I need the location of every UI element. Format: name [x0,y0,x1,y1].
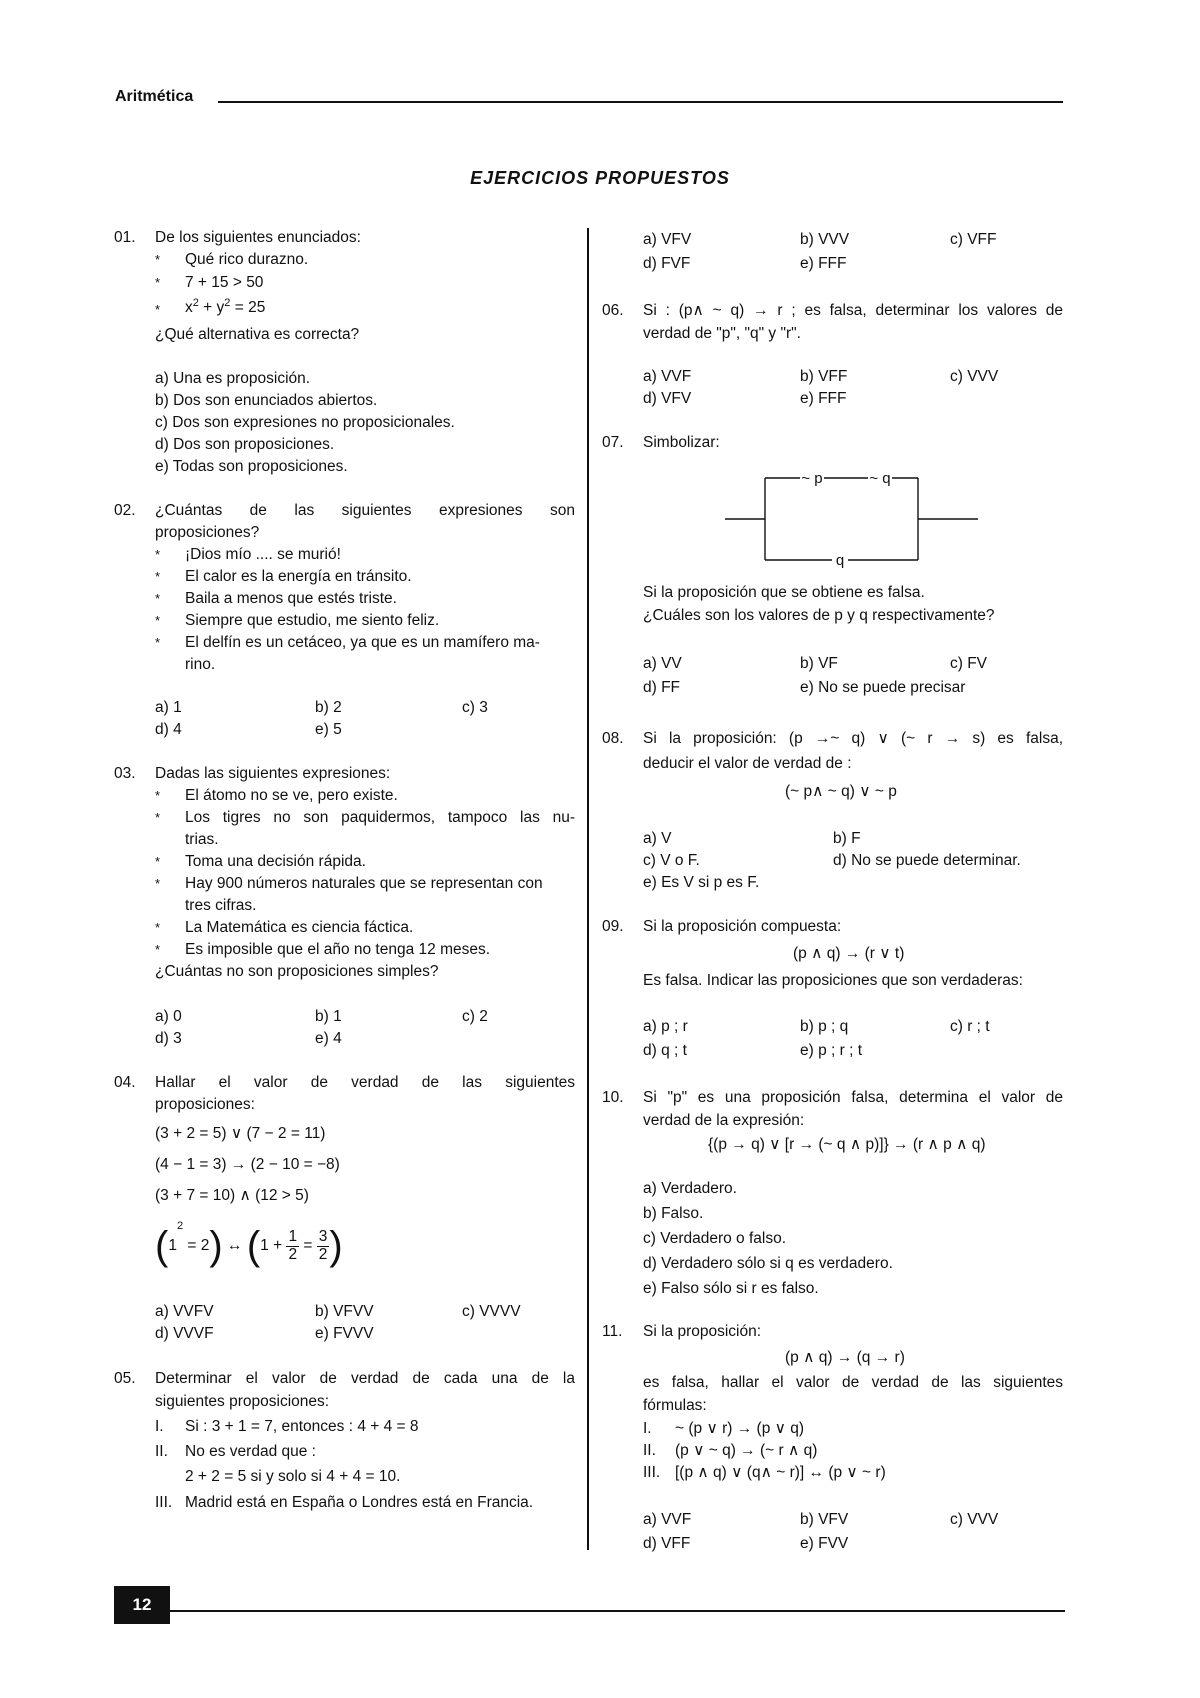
answer-option: b) VFV [800,1511,849,1528]
roman-numeral: II. [155,1443,168,1460]
question-stem: Si "p" es una proposición falsa, determina el valor de [643,1089,1063,1106]
expression-fraction: $(1^2 = 2)$ ↔ (1 + $\frac{1}{2}$ = $\frac{3}{2}$ ) [155,1220,343,1268]
answer-option: e) FFF [800,390,847,407]
question-stem: proposiciones: [155,1096,255,1113]
answer-option: d) FVF [643,255,691,272]
answer-option: c) 3 [462,699,488,716]
answer-option: c) 2 [462,1008,488,1025]
question-number: 05. [114,1370,136,1387]
list-item: Toma una decisión rápida. [185,853,366,870]
answer-option: c) Dos son expresiones no proposicionales. [155,414,455,431]
roman-numeral: I. [643,1420,652,1437]
roman-numeral: II. [643,1442,656,1459]
answer-option: c) V o F. [643,852,700,869]
diagram-label-not-p: ~ p [801,470,823,487]
question-stem: Si la proposición: (p →~ q) ∨ (~ r → s) es falsa, [643,730,1063,747]
answer-option: d) Verdadero sólo si q es verdadero. [643,1255,893,1272]
answer-option: d) FF [643,679,681,696]
expression: (3 + 7 = 10) ∧ (12 > 5) [155,1187,309,1204]
answer-option: a) 0 [155,1008,182,1025]
bullet-icon: * [155,854,161,869]
question-number: 02. [114,502,136,519]
answer-option: a) V [643,830,672,847]
list-item: Siempre que estudio, me siento feliz. [185,612,440,629]
answer-option: e) FVV [800,1535,849,1552]
list-item: Madrid está en España o Londres está en Francia. [185,1494,534,1511]
question-number: 01. [114,229,136,246]
list-item: Hay 900 números naturales que se representan con [185,875,543,892]
answer-option: e) 5 [315,721,342,738]
answer-option: e) Falso sólo si r es falso. [643,1280,819,1297]
answer-option: d) Dos son proposiciones. [155,436,335,453]
answer-option: b) F [833,830,861,847]
list-item-continued: 2 + 2 = 5 si y solo si 4 + 4 = 10. [185,1468,401,1485]
bullet-icon: * [155,275,161,290]
column-divider [587,228,589,1550]
answer-option: b) VFVV [315,1303,374,1320]
list-item: El átomo no se ve, pero existe. [185,787,398,804]
question-stem: Si : (p∧ ~ q) → r ; es falsa, determinar los valores de [643,302,1063,319]
diagram-label-not-q: ~ q [869,470,891,487]
list-item: Baila a menos que estés triste. [185,590,397,607]
answer-option: e) FFF [800,255,847,272]
question-number: 10. [602,1089,624,1106]
expression: (p ∧ q) → (r ∨ t) [793,945,905,962]
roman-numeral: III. [155,1494,173,1511]
answer-option: b) 1 [315,1008,342,1025]
question-number: 07. [602,434,624,451]
answer-option: d) 3 [155,1030,182,1047]
bullet-icon: * [155,942,161,957]
answer-option: c) Verdadero o falso. [643,1230,787,1247]
list-item: ~ (p ∨ r) → (p ∨ q) [675,1420,805,1437]
answer-option: a) Verdadero. [643,1180,737,1197]
list-item: La Matemática es ciencia fáctica. [185,919,414,936]
question-prompt: ¿Cuáles son los valores de p y q respectivamente? [643,607,995,624]
list-item-continued: trias. [185,831,219,848]
answer-option: e) Todas son proposiciones. [155,458,348,475]
answer-option: d) q ; t [643,1042,687,1059]
circuit-diagram [720,470,985,575]
question-stem: deducir el valor de verdad de : [643,755,852,772]
answer-option: d) VFF [643,1535,691,1552]
answer-option: e) Es V si p es F. [643,874,760,891]
answer-option: d) No se puede determinar. [833,852,1021,869]
question-stem: ¿Cuántas de las siguientes expresiones son [155,502,575,519]
answer-option: a) Una es proposición. [155,370,311,387]
question-number: 06. [602,302,624,319]
expression: (4 − 1 = 3) → (2 − 10 = −8) [155,1156,340,1173]
answer-option: c) r ; t [950,1018,990,1035]
answer-option: c) VVV [950,1511,999,1528]
answer-option: a) VVFV [155,1303,214,1320]
question-stem: siguientes proposiciones: [155,1393,330,1410]
answer-option: e) No se puede precisar [800,679,966,696]
answer-option: e) p ; r ; t [800,1042,863,1059]
question-number: 09. [602,918,624,935]
answer-option: c) VFF [950,231,997,248]
list-item: Si : 3 + 1 = 7, entonces : 4 + 4 = 8 [185,1418,419,1435]
answer-option: d) 4 [155,721,182,738]
footer-rule [170,1610,1065,1612]
bullet-icon: * [155,810,161,825]
list-item-continued: tres cifras. [185,897,257,914]
answer-option: b) 2 [315,699,342,716]
section-title: EJERCICIOS PROPUESTOS [470,168,730,188]
answer-option: d) VVVF [155,1325,214,1342]
list-item: [(p ∧ q) ∨ (q∧ ~ r)] ↔ (p ∨ ~ r) [675,1464,886,1481]
question-stem: De los siguientes enunciados: [155,229,361,246]
question-number: 08. [602,730,624,747]
question-prompt: ¿Qué alternativa es correcta? [155,326,360,343]
list-item: No es verdad que : [185,1443,316,1460]
question-stem: verdad de "p", "q" y "r". [643,325,801,342]
bullet-icon: * [155,302,161,317]
question-stem: Si la proposición: [643,1323,762,1340]
answer-option: e) 4 [315,1030,342,1047]
answer-option: b) VFF [800,368,848,385]
answer-option: a) VVF [643,368,692,385]
answer-option: c) VVV [950,368,999,385]
list-item: Los tigres no son paquidermos, tampoco las nu- [185,809,575,826]
answer-option: b) Falso. [643,1205,704,1222]
question-stem: Dadas las siguientes expresiones: [155,765,391,782]
list-item: Es imposible que el año no tenga 12 meses. [185,941,491,958]
bullet-icon: * [155,569,161,584]
answer-option: e) FVVV [315,1325,374,1342]
question-number: 11. [602,1323,623,1340]
expression: (~ p∧ ~ q) ∨ ~ p [785,783,897,800]
list-item: 7 + 15 > 50 [185,274,264,291]
answer-option: b) VVV [800,231,850,248]
list-item: El delfín es un cetáceo, ya que es un mamífero ma- [185,634,540,651]
bullet-icon: * [155,547,161,562]
expression: (3 + 2 = 5) ∨ (7 − 2 = 11) [155,1125,326,1142]
roman-numeral: III. [643,1464,661,1481]
page-header-title: Aritmética [115,88,194,105]
expression: {(p → q) ∨ [r → (~ q ∧ p)]} → (r ∧ p ∧ q) [708,1136,986,1153]
bullet-icon: * [155,252,161,267]
question-stem: verdad de la expresión: [643,1112,805,1129]
answer-option: c) FV [950,655,988,672]
question-number: 03. [114,765,136,782]
question-stem: Hallar el valor de verdad de las siguientes [155,1074,575,1091]
bullet-icon: * [155,920,161,935]
list-item: ¡Dios mío .... se murió! [185,546,341,563]
answer-option: d) VFV [643,390,692,407]
list-item-equation: $x^2 + y^2 = 25$ [185,297,266,316]
answer-option: b) p ; q [800,1018,849,1035]
bullet-icon: * [155,876,161,891]
answer-option: a) VV [643,655,682,672]
answer-option: b) VF [800,655,838,672]
answer-option: a) p ; r [643,1018,688,1035]
bullet-icon: * [155,635,161,650]
answer-option: a) VFV [643,231,692,248]
list-item-continued: rino. [185,656,216,673]
diagram-label-q: q [835,552,845,569]
list-item: (p ∨ ~ q) → (~ r ∧ q) [675,1442,818,1459]
question-prompt: ¿Cuántas no son proposiciones simples? [155,963,439,980]
page-number: 12 [114,1586,170,1624]
question-number: 04. [114,1074,136,1091]
header-rule [218,101,1063,103]
question-stem: Si la proposición compuesta: [643,918,842,935]
question-stem: Simbolizar: [643,434,720,451]
roman-numeral: I. [155,1418,164,1435]
answer-option: b) Dos son enunciados abiertos. [155,392,378,409]
question-text: Si la proposición que se obtiene es falsa. [643,584,925,601]
bullet-icon: * [155,613,161,628]
expression: (p ∧ q) → (q → r) [785,1349,905,1366]
question-text: fórmulas: [643,1397,707,1414]
question-stem: proposiciones? [155,524,260,541]
list-item: El calor es la energía en tránsito. [185,568,412,585]
question-text: es falsa, hallar el valor de verdad de las siguientes [643,1374,1063,1391]
answer-option: a) 1 [155,699,182,716]
bullet-icon: * [155,591,161,606]
answer-option: a) VVF [643,1511,692,1528]
answer-option: c) VVVV [462,1303,521,1320]
list-item: Qué rico durazno. [185,251,309,268]
question-stem: Determinar el valor de verdad de cada una de la [155,1370,575,1387]
bullet-icon: * [155,788,161,803]
question-text: Es falsa. Indicar las proposiciones que son verdaderas: [643,972,1023,989]
